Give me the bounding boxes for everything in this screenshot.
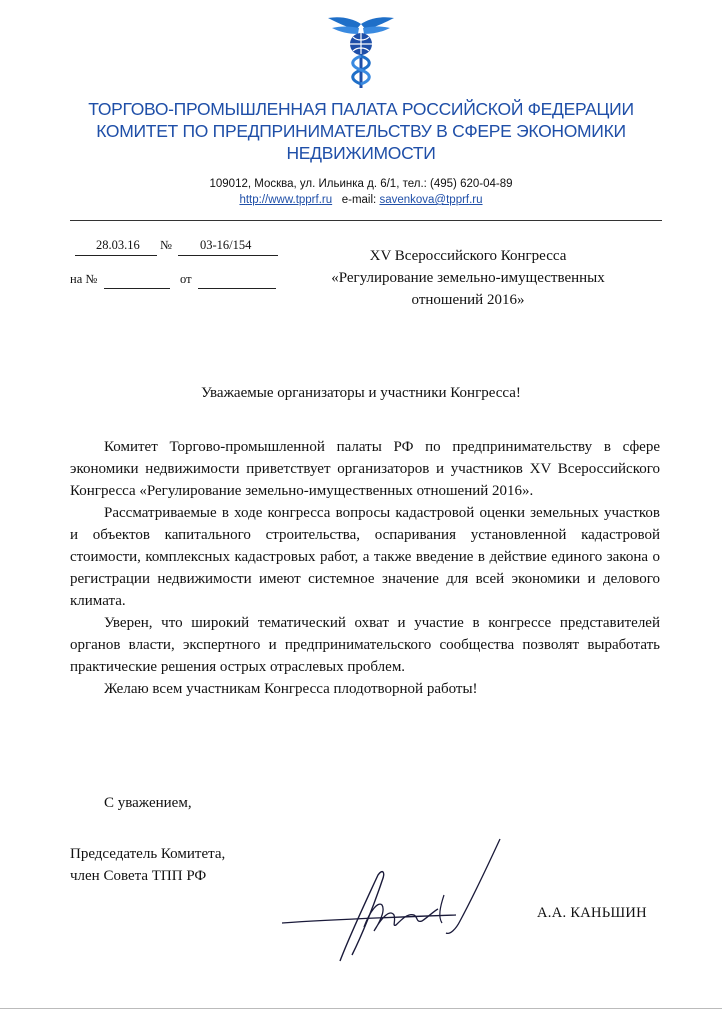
ref-label: на № (70, 272, 98, 286)
from-label: от (180, 272, 192, 286)
addressee-line2: «Регулирование земельно-имущественных (331, 270, 605, 286)
org-name-line1: ТОРГОВО-ПРОМЫШЛЕННАЯ ПАЛАТА РОССИЙСКОЙ ФЕДЕРАЦИИ (88, 99, 634, 119)
org-contacts (40, 194, 682, 206)
addressee-block (318, 245, 618, 311)
date-underline (75, 255, 157, 256)
email-link[interactable]: savenkova@tpprf.ru (379, 194, 483, 206)
page-bottom-edge (0, 1008, 722, 1009)
body-paragraph-2: Рассматриваемые в ходе конгресса вопросы кадастровой оценки земельных участков и объектов капитального строительства, оспаривания установленной кадастровой стоимости, комплексных кадастровых работ, а также введение в действие единого закона о регистрации недвижимости имеют системное значение для всей экономики и делового климата. (70, 505, 660, 609)
body-paragraph-3: Уверен, что широкий тематический охват и участие в конгрессе представителей органов власти, экспертного и предпринимательского сообщества позволят выработать практические решения острых отраслевых проблем. (70, 615, 660, 675)
caduceus-icon (326, 14, 396, 90)
letter-date: 28.03.16 (96, 238, 140, 252)
signatory-title (70, 843, 225, 887)
closing-regards: С уважением, (104, 795, 192, 811)
handwritten-signature (278, 835, 508, 965)
signatory-name: А.А. КАНЬШИН (537, 905, 647, 921)
signatory-title-line2: член Совета ТПП РФ (70, 868, 207, 884)
number-underline (178, 255, 278, 256)
number-label: № (160, 238, 172, 252)
org-name-line3: НЕДВИЖИМОСТИ (286, 143, 436, 163)
email-label: e-mail: (341, 194, 377, 206)
greeting: Уважаемые организаторы и участники Конгресса! (201, 385, 521, 401)
body-paragraph-1: Комитет Торгово-промышленной палаты РФ по предпринимательству в сфере экономики недвижимости приветствует организаторов и участников XV Всероссийского Конгресса «Регулирование земельно-имущественных отношений 2016». (70, 439, 660, 499)
org-address: 109012, Москва, ул. Ильинка д. 6/1, тел.: (495) 620-04-89 (209, 178, 513, 190)
signatory-title-line1: Председатель Комитета, (70, 846, 226, 862)
letter-body (70, 436, 660, 700)
website-link[interactable]: http://www.tpprf.ru (239, 194, 333, 206)
body-paragraph-4: Желаю всем участникам Конгресса плодотворной работы! (104, 681, 478, 697)
header-divider (70, 220, 662, 221)
from-underline (198, 288, 276, 289)
letter-number: 03-16/154 (200, 238, 252, 252)
ref-underline (104, 288, 170, 289)
addressee-line3: отношений 2016» (411, 292, 525, 308)
org-name-line2: КОМИТЕТ ПО ПРЕДПРИНИМАТЕЛЬСТВУ В СФЕРЕ ЭКОНОМИКИ (96, 121, 626, 141)
addressee-line1: XV Всероссийского Конгресса (369, 248, 567, 264)
